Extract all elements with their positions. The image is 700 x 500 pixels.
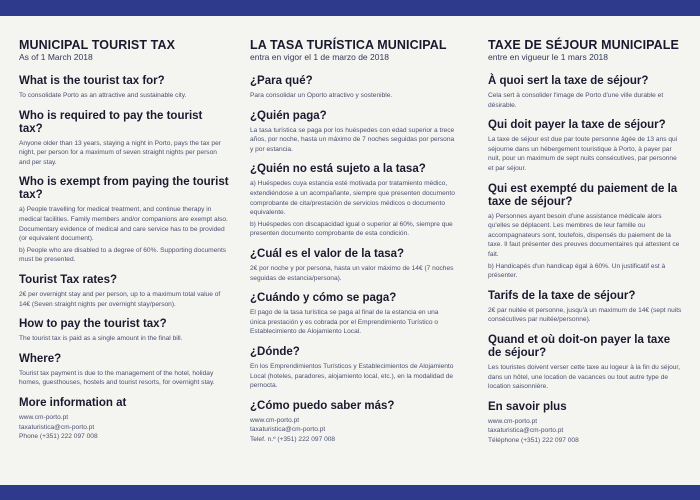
section-text: 2€ par nuitée et personne, jusqu'à un maximum de 14€ (sept nuits consécutives par nuitée/personne). [488,306,682,324]
section-heading: Tourist Tax rates? [19,273,117,286]
section-heading: ¿Quién paga? [250,109,327,122]
section-text: En los Emprendimientos Turísticos y Establecimientos de Alojamiento Local (hoteles, paradores, alojamiento local, etc.), en la modalidad de pernocta. [250,362,454,390]
phone-number: Telef. n.º (+351) 222 097 008 [250,435,336,443]
section-heading: Where? [19,352,62,365]
section-heading: Who is required to pay the tourist tax? [19,109,203,135]
section-text: b) Huéspedes con discapacidad igual o superior al 60%, siempre que presenten documento comprobante de esta condición. [250,220,453,238]
section-text: The tourist tax is paid as a single amount in the final bill. [19,335,183,343]
section-heading: What is the tourist tax for? [19,75,165,87]
section-heading: Quand et où doit-on payer la taxe de séjour? [488,333,671,359]
section-text: Tourist tax payment is due to the management of the hotel, holiday homes, guesthouses, hostels and tourist resorts, for overnight stay. [19,369,215,387]
email-link[interactable]: taxaturistica@cm-porto.pt [19,423,95,431]
section-heading: ¿Dónde? [250,345,300,358]
section-text: a) People travelling for medical treatment, and continue therapy in medical facilities. Family members and/or companions are exempt also. Documentary evidence of medical and care service has to be provided (or equivalent document). [19,206,228,243]
section-heading: How to pay the tourist tax? [19,318,167,331]
section-text: Anyone older than 13 years, staying a night in Porto, pays the tax per night, per person for a maximum of seven straight nights per person and per stay. [19,139,221,166]
section-text: a) Personnes ayant besoin d'une assistance médicale alors qu'elles se déplacent. Les membres de leur famille ou accompagnateurs sont, toutefois, dispensés du paiement de la taxe. Il faut présenter des preuves documentaires qui attestent ce fait. [488,212,680,258]
website-link[interactable]: www.cm-porto.pt [488,417,538,425]
page-title: TAXE DE SÉJOUR MUNICIPALE [488,38,679,52]
section-text: 2€ per overnight stay and per person, up to a maximum total value of 14€ (Seven straight nights per overnight stay/person). [19,290,221,308]
column-spanish [250,38,455,444]
column-english [19,38,229,442]
section-text: La tasa turística se paga por los huéspedes con edad superior a trece años, por noche, hasta un máximo de 7 noches seguidas por persona y por estancia. [250,126,455,153]
section-heading: Qui doit payer la taxe de séjour? [488,119,666,132]
page-subtitle: entre en vigueur le 1 mars 2018 [488,52,609,62]
brochure-page [0,16,700,485]
section-heading: Qui est exempté du paiement de la taxe de séjour? [488,182,678,208]
more-info-heading: More information at [19,396,127,409]
section-text: 2€ por noche y por persona, hasta un valor máximo de 14€ (7 noches seguidas de estancia/persona). [250,264,454,282]
top-band [0,0,700,16]
section-text: a) Huéspedes cuya estancia esté motivada por tratamiento médico, extendiéndose a un acompañante, siempre que presenten documento comprobante de cita/prestación de servicios médicos o documento equivalente. [250,180,455,217]
section-heading: Tarifs de la taxe de séjour? [488,289,636,302]
page-title: LA TASA TURÍSTICA MUNICIPAL [250,38,447,52]
section-text: La taxe de séjour est due par toute personne âgée de 13 ans qui séjourne dans un hébergement touristique à Porto, à payer par nuit, pour un maximum de sept nuits consécutives, par personne et par séjour. [488,136,678,172]
section-text: Les touristes doivent verser cette taxe au logeur à la fin du séjour, dans un hôtel, une location de vacances ou tout autre type de location saisonnière. [488,363,681,391]
phone-number: Téléphone (+351) 222 097 008 [488,436,579,444]
section-text: b) Handicapés d'un handicap égal à 60%. Un justificatif est à présenter. [488,262,666,280]
section-text: To consolidate Porto as an attractive and sustainable city. [19,92,187,99]
section-heading: ¿Quién no está sujeto a la tasa? [250,163,426,176]
section-text: Para consolidar un Oporto atractivo y sostenible. [250,92,393,99]
page-title: MUNICIPAL TOURIST TAX [19,38,176,52]
column-french [488,38,684,445]
email-link[interactable]: taxaturistica@cm-porto.pt [488,427,564,435]
section-text: Cela sert à consolider l'image de Porto d'une ville durable et désirable. [488,92,664,109]
more-info-heading: ¿Cómo puedo saber más? [250,399,395,412]
page-subtitle: As of 1 March 2018 [19,52,93,62]
section-heading: ¿Cuándo y cómo se paga? [250,292,397,305]
website-link[interactable]: www.cm-porto.pt [250,416,300,424]
section-text: El pago de la tasa turística se paga al final de la estancia en una única prestación y es cobrada por el Emprendimiento Turístico o Establecimiento de Alojamiento Local. [250,309,439,336]
website-link[interactable]: www.cm-porto.pt [19,413,69,421]
phone-number: Phone (+351) 222 097 008 [19,433,98,441]
more-info-heading: En savoir plus [488,400,567,413]
section-heading: À quoi sert la taxe de séjour? [488,75,649,87]
bottom-band [0,485,700,500]
section-heading: ¿Para qué? [250,75,313,87]
section-text: b) People who are disabled to a degree of 60%. Supporting documents must be presented. [19,246,227,264]
page-subtitle: entra en vigor el 1 de marzo de 2018 [250,52,389,62]
email-link[interactable]: taxaturistica@cm-porto.pt [250,426,326,434]
section-heading: Who is exempt from paying the tourist tax? [19,176,229,202]
section-heading: ¿Cuál es el valor de la tasa? [250,247,405,260]
